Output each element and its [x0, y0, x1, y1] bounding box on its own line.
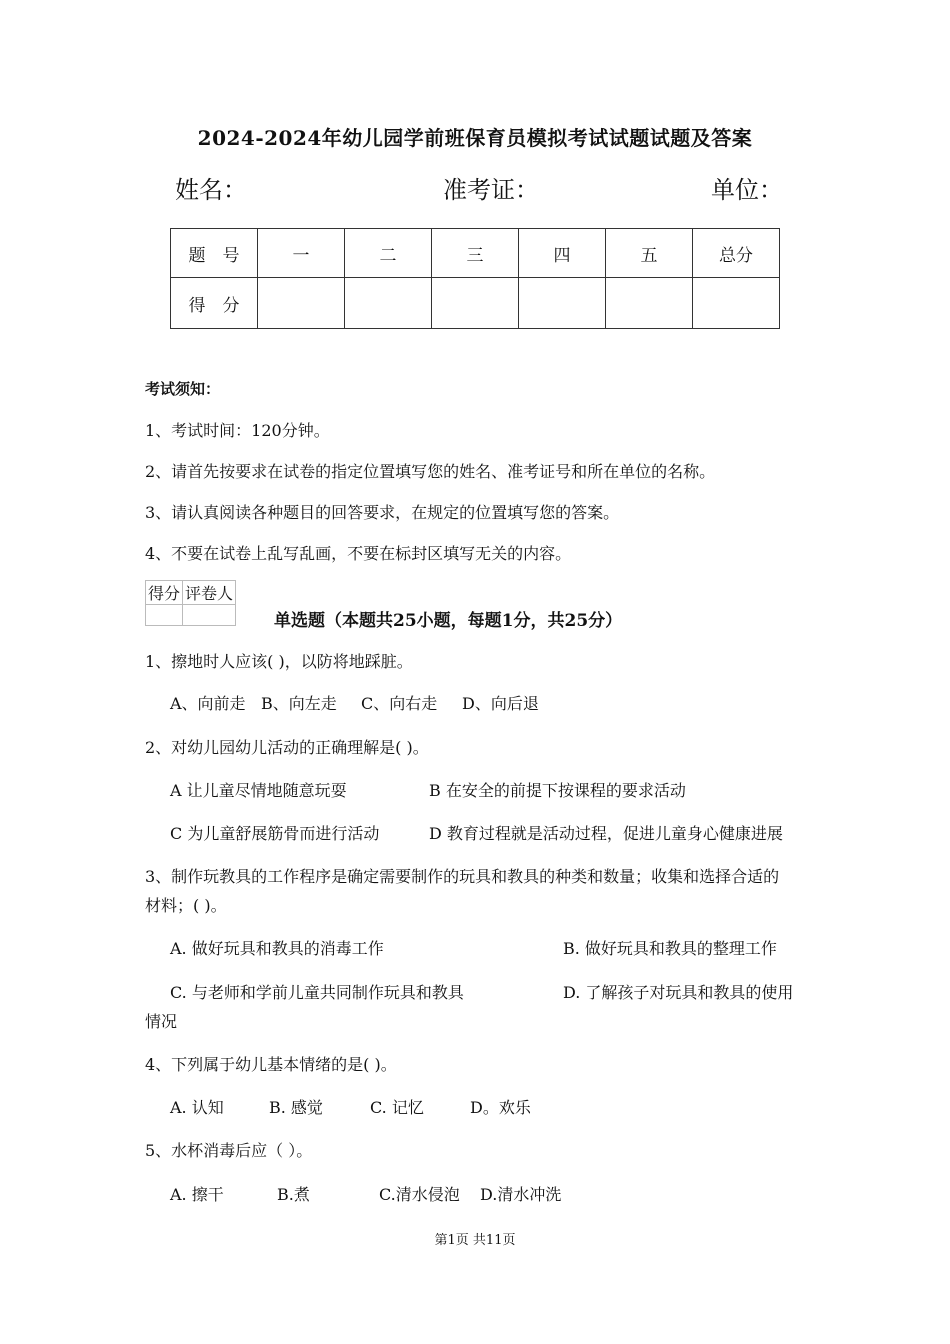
- q1-option-b[interactable]: B、向左走: [261, 694, 337, 713]
- q2-option-b[interactable]: B 在安全的前提下按课程的要求活动: [429, 781, 686, 800]
- q4-option-d[interactable]: D。欢乐: [470, 1098, 531, 1117]
- question-4: 4、下列属于幼儿基本情绪的是( )。: [145, 1055, 397, 1074]
- notes-heading: 考试须知：: [145, 380, 221, 398]
- score-table-header-row: [171, 229, 780, 278]
- q2-option-d[interactable]: D 教育过程就是活动过程，促进儿童身心健康进展: [429, 824, 783, 843]
- score-table-cell: 总分: [693, 229, 780, 278]
- q3-option-d[interactable]: D. 了解孩子对玩具和教具的使用: [563, 983, 794, 1002]
- q3-option-b[interactable]: B. 做好玩具和教具的整理工作: [563, 939, 777, 958]
- score-table-cell: 五: [606, 229, 693, 278]
- q2-option-c[interactable]: C 为儿童舒展筋骨而进行活动: [170, 824, 380, 843]
- question-1: 1、擦地时人应该( )，以防将地踩脏。: [145, 652, 413, 671]
- name-field-label: 姓名：: [175, 176, 247, 204]
- score-table-cell: 一: [258, 229, 345, 278]
- page-title: 2024-2024年幼儿园学前班保育员模拟考试试题试题及答案: [197, 126, 753, 150]
- question-3-cont: 材料；( )。: [145, 896, 227, 915]
- q5-option-a[interactable]: A. 擦干: [170, 1185, 224, 1204]
- q3-option-a[interactable]: A. 做好玩具和教具的消毒工作: [170, 939, 384, 958]
- note-item: 2、请首先按要求在试卷的指定位置填写您的姓名、准考证号和所在单位的名称。: [145, 462, 716, 481]
- q5-option-d[interactable]: D.清水冲洗: [480, 1185, 562, 1204]
- question-5: 5、水杯消毒后应（ ）。: [145, 1141, 313, 1160]
- q4-option-a[interactable]: A. 认知: [170, 1098, 224, 1117]
- section-title: 单选题（本题共25小题，每题1分，共25分）: [274, 611, 623, 631]
- grader-reviewer-cell[interactable]: [183, 605, 236, 626]
- q2-option-a[interactable]: A 让儿童尽情地随意玩耍: [170, 781, 347, 800]
- grader-box: [145, 580, 236, 626]
- score-row-label: 得 分: [171, 278, 258, 329]
- q5-option-c[interactable]: C.清水侵泡: [379, 1185, 460, 1204]
- unit-field-label: 单位：: [711, 176, 783, 204]
- score-table-cell: 题 号: [171, 229, 258, 278]
- score-table-score-row: [171, 278, 780, 329]
- q1-option-a[interactable]: A、向前走: [170, 694, 246, 713]
- page-footer: 第1页 共11页: [434, 1233, 516, 1248]
- q4-option-b[interactable]: B. 感觉: [269, 1098, 323, 1117]
- q3-option-c[interactable]: C. 与老师和学前儿童共同制作玩具和教具: [170, 983, 464, 1002]
- score-table-cell: 四: [519, 229, 606, 278]
- score-table-cell: 三: [432, 229, 519, 278]
- q1-option-d[interactable]: D、向后退: [462, 694, 539, 713]
- note-item: 3、请认真阅读各种题目的回答要求，在规定的位置填写您的答案。: [145, 503, 620, 522]
- q4-option-c[interactable]: C. 记忆: [370, 1098, 424, 1117]
- q5-option-b[interactable]: B.煮: [277, 1185, 310, 1204]
- grader-reviewer-label: 评卷人: [183, 581, 236, 605]
- score-input-cell[interactable]: [345, 278, 432, 329]
- score-input-cell[interactable]: [606, 278, 693, 329]
- score-input-cell[interactable]: [432, 278, 519, 329]
- question-2: 2、对幼儿园幼儿活动的正确理解是( )。: [145, 738, 429, 757]
- q1-option-c[interactable]: C、向右走: [361, 694, 438, 713]
- note-item: 1、考试时间：120分钟。: [145, 421, 330, 440]
- note-item: 4、不要在试卷上乱写乱画，不要在标封区填写无关的内容。: [145, 544, 572, 563]
- score-table: [170, 228, 780, 329]
- question-3: 3、制作玩教具的工作程序是确定需要制作的玩具和教具的种类和数量；收集和选择合适的: [145, 867, 780, 886]
- q3-option-d-wrap: 情况: [145, 1012, 178, 1031]
- grader-score-cell[interactable]: [146, 605, 183, 626]
- grader-score-label: 得分: [146, 581, 183, 605]
- score-input-cell[interactable]: [693, 278, 780, 329]
- exam-id-field-label: 准考证：: [443, 176, 539, 204]
- score-table-cell: 二: [345, 229, 432, 278]
- score-input-cell[interactable]: [258, 278, 345, 329]
- score-input-cell[interactable]: [519, 278, 606, 329]
